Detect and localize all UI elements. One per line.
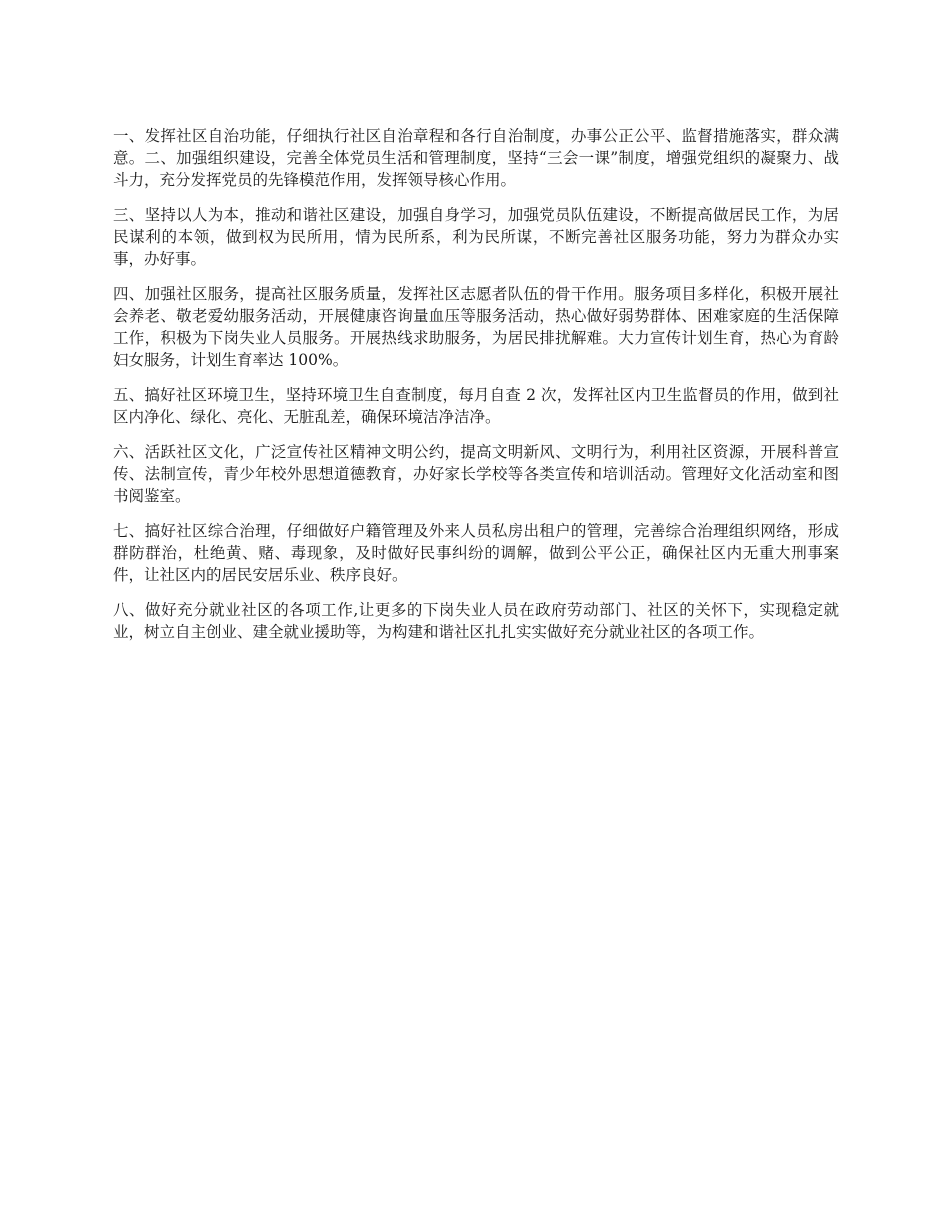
paragraph-1: 一、发挥社区自治功能，仔细执行社区自治章程和各行自治制度，办事公正公平、监督措施落实，群众满意。二、加强组织建设，完善全体党员生活和管理制度，坚持“三会一课”制度，增强党组织的凝聚力、战斗力，充分发挥党员的先锋模范作用，发挥领导核心作用。 xyxy=(113,127,839,189)
paragraph-7: 八、做好充分就业社区的各项工作,让更多的下岗失业人员在政府劳动部门、社区的关怀下，实现稳定就业，树立自主创业、建全就业援助等，为构建和谐社区扎扎实实做好充分就业社区的各项工作。 xyxy=(113,601,839,641)
paragraph-3: 四、加强社区服务，提高社区服务质量，发挥社区志愿者队伍的骨干作用。服务项目多样化，积极开展社会养老、敬老爱幼服务活动，开展健康咨询量血压等服务活动，热心做好弱势群体、困难家庭的生活保障工作，积极为下岗失业人员服务。开展热线求助服务，为居民排扰解难。大力宣传计划生育，热心为育龄妇女服务，计划生育率达 100%。 xyxy=(113,285,839,369)
paragraph-6: 七、搞好社区综合治理，仔细做好户籍管理及外来人员私房出租户的管理，完善综合治理组织网络，形成群防群治，杜绝黄、赌、毒现象，及时做好民事纠纷的调解，做到公平公正，确保社区内无重大刑事案件，让社区内的居民安居乐业、秩序良好。 xyxy=(113,522,839,584)
paragraph-2: 三、坚持以人为本，推动和谐社区建设，加强自身学习，加强党员队伍建设，不断提高做居民工作，为居民谋利的本领，做到权为民所用，情为民所系，利为民所谋，不断完善社区服务功能，努力为群众办实事，办好事。 xyxy=(113,206,839,268)
document-body xyxy=(113,125,839,656)
paragraph-5: 六、活跃社区文化，广泛宣传社区精神文明公约，提高文明新风、文明行为，利用社区资源，开展科普宣传、法制宣传，青少年校外思想道德教育，办好家长学校等各类宣传和培训活动。管理好文化活动室和图书阅鉴室。 xyxy=(113,443,839,505)
paragraph-4: 五、搞好社区环境卫生，坚持环境卫生自查制度，每月自查 2 次，发挥社区内卫生监督员的作用，做到社区内净化、绿化、亮化、无脏乱差，确保环境洁净洁净。 xyxy=(113,386,839,426)
